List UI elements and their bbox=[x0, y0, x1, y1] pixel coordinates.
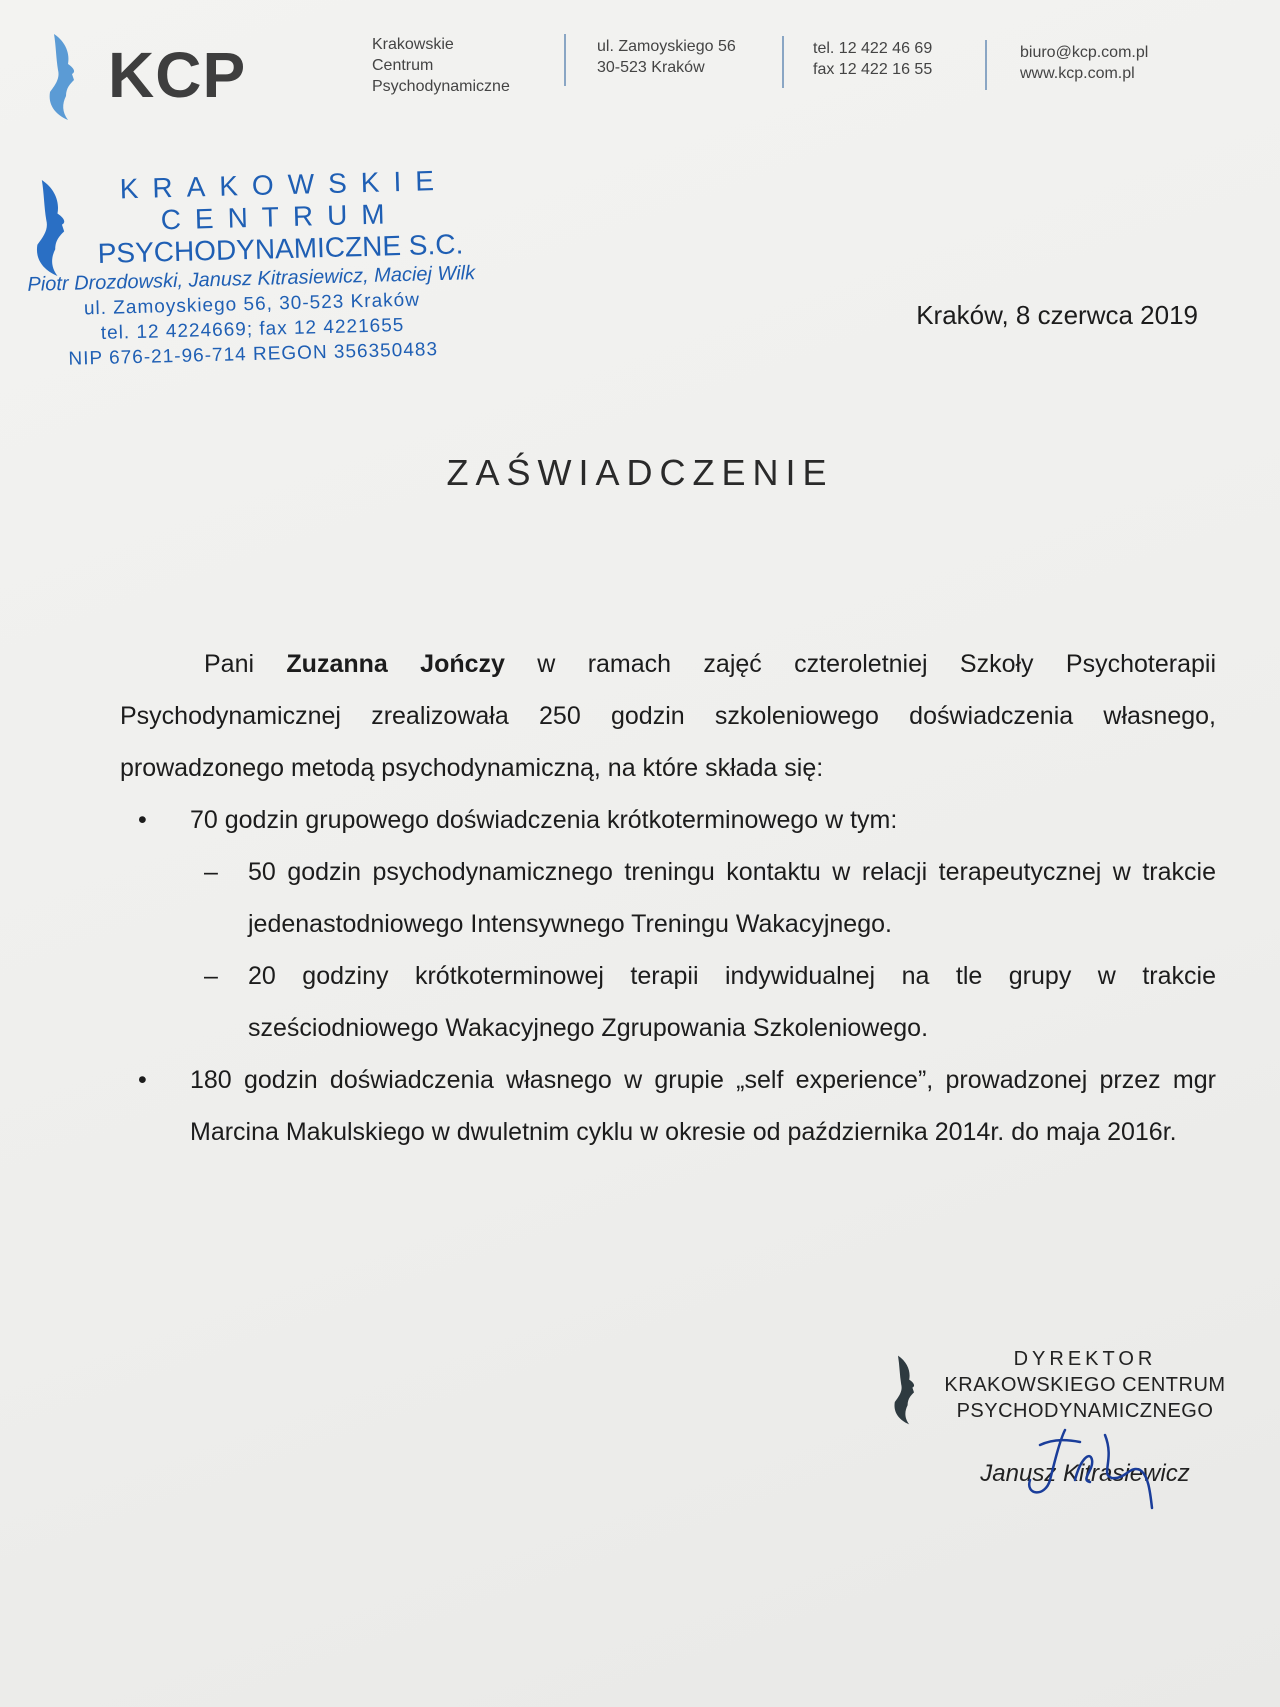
stamp-line: PSYCHODYNAMICZNE S.C. bbox=[97, 228, 464, 270]
phone-line: tel. 12 422 46 69 bbox=[813, 40, 933, 57]
list-item-text: 70 godzin grupowego doświadczenia krótkoterminowego w tym: bbox=[190, 806, 898, 834]
stamp-line: CENTRUM bbox=[160, 198, 400, 236]
company-stamp bbox=[14, 164, 489, 373]
email-text: biuro@kcp.com.pl bbox=[1020, 44, 1149, 61]
header-divider bbox=[985, 40, 987, 90]
header-address bbox=[597, 36, 736, 78]
dash-icon: – bbox=[204, 962, 218, 990]
stamp-phone: tel. 12 4224669; fax 12 4221655 bbox=[100, 315, 405, 344]
kcp-logo-face-icon bbox=[44, 34, 84, 120]
list-item-text: 180 godzin doświadczenia własnego w grupie „self experience”, prowadzonej przez mgr Marcina Makulskiego w dwuletnim cyklu w okresie od października 2014r. do maja 2016r. bbox=[190, 1066, 1216, 1146]
director-org: KRAKOWSKIEGO CENTRUM bbox=[944, 1374, 1226, 1396]
header-phone bbox=[813, 38, 932, 80]
kcp-logo-text: KCP bbox=[108, 39, 247, 111]
org-line: Centrum bbox=[372, 57, 434, 74]
director-role: DYREKTOR bbox=[1013, 1348, 1157, 1370]
org-line: Krakowskie bbox=[372, 36, 454, 53]
stamp-names: Piotr Drozdowski, Janusz Kitrasiewicz, Maciej Wilk bbox=[27, 262, 476, 296]
address-line: ul. Zamoyskiego 56 bbox=[597, 38, 736, 55]
list-item bbox=[120, 1054, 1216, 1158]
list-item-text: 20 godziny krótkoterminowej terapii indywidualnej na tle grupy w trakcie sześciodniowego Wakacyjnego Zgrupowania Szkoleniowego. bbox=[248, 962, 1216, 1042]
document-title: ZAŚWIADCZENIE bbox=[446, 452, 834, 493]
header-divider bbox=[782, 36, 784, 88]
intro-text: w ramach zajęć czteroletniej Szkoły Psychoterapii Psychodynamicznej zrealizowała 250 godzin szkoleniowego doświadczenia własnego, prowadzonego metodą psychodynamiczną, na które składa się: bbox=[120, 650, 1216, 782]
website-text: www.kcp.com.pl bbox=[1020, 65, 1135, 82]
document-body bbox=[120, 638, 1216, 1158]
header-org-name bbox=[372, 34, 510, 97]
header-divider bbox=[564, 34, 566, 86]
handwritten-signature bbox=[1020, 1420, 1160, 1510]
header-contact bbox=[1020, 42, 1148, 84]
intro-text: Pani bbox=[204, 650, 287, 678]
director-stamp-face-icon bbox=[890, 1350, 922, 1430]
list-item-text: 50 godzin psychodynamicznego treningu kontaktu w relacji terapeutycznej w trakcie jedenastodniowego Intensywnego Treningu Wakacyjnego. bbox=[248, 858, 1216, 938]
list-item bbox=[120, 950, 1216, 1054]
director-name: Janusz Kitrasiewicz bbox=[980, 1460, 1190, 1487]
document-date: Kraków, 8 czerwca 2019 bbox=[916, 300, 1198, 330]
phone-line: fax 12 422 16 55 bbox=[813, 61, 933, 78]
dash-icon: – bbox=[204, 858, 218, 886]
bullet-icon: • bbox=[138, 1066, 147, 1094]
stamp-ids: NIP 676-21-96-714 REGON 356350483 bbox=[68, 339, 439, 370]
director-org: PSYCHODYNAMICZNEGO bbox=[956, 1400, 1214, 1422]
address-line: 30-523 Kraków bbox=[597, 59, 705, 76]
list-item bbox=[120, 846, 1216, 950]
recipient-name: Zuzanna Jończy bbox=[286, 650, 505, 678]
bullet-icon: • bbox=[138, 806, 147, 834]
stamp-address: ul. Zamoyskiego 56, 30-523 Kraków bbox=[83, 289, 421, 320]
intro-paragraph bbox=[120, 638, 1216, 794]
list-item bbox=[120, 794, 1216, 846]
org-line: Psychodynamiczne bbox=[372, 78, 510, 95]
stamp-line: KRAKOWSKIE bbox=[119, 164, 449, 205]
